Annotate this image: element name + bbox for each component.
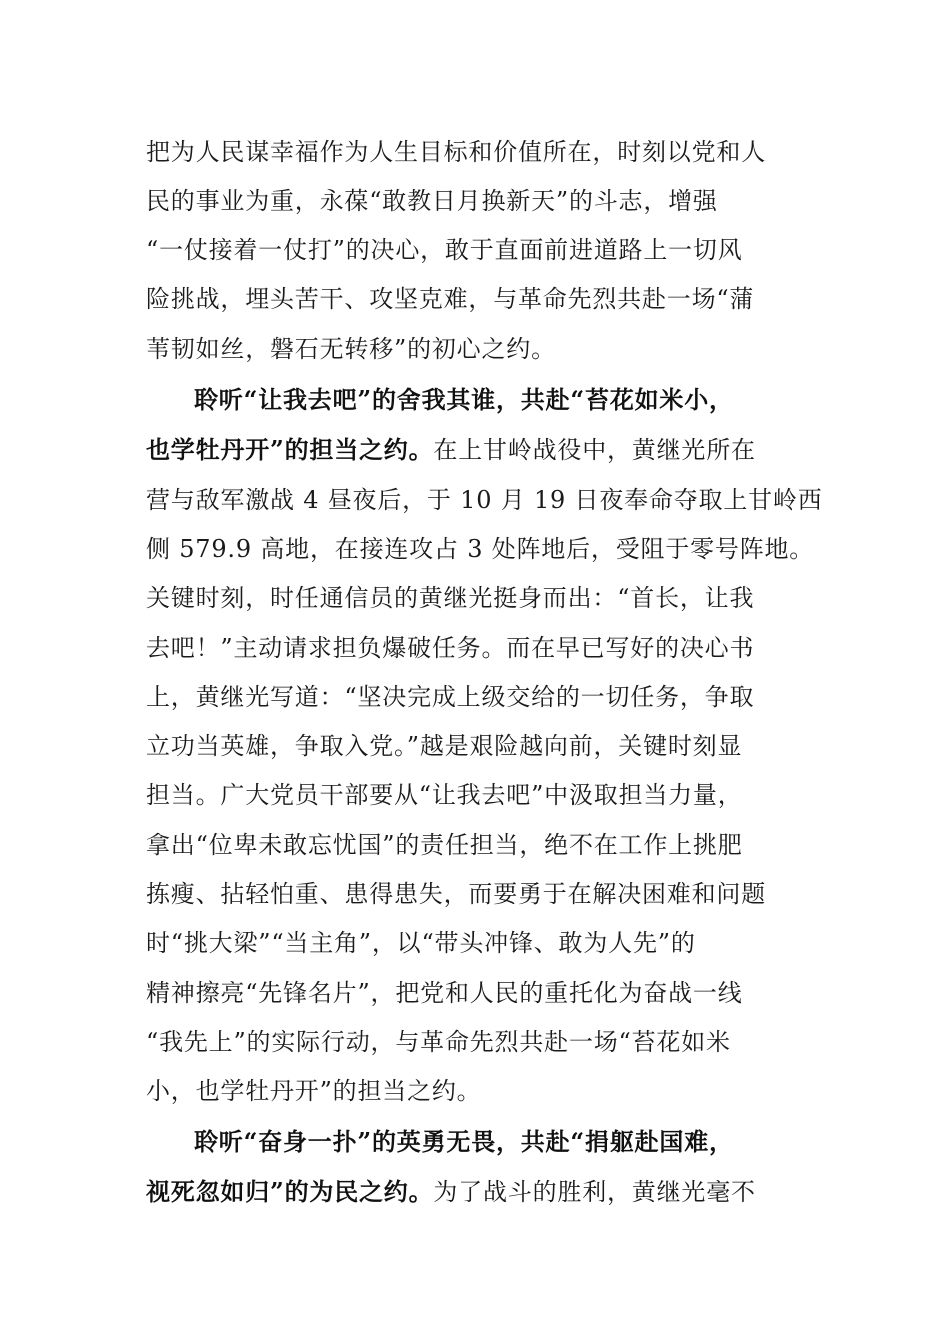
paragraph-2-line-11: 拣瘦、拈轻怕重、患得患失，而要勇于在解决困难和问题 bbox=[146, 880, 766, 908]
paragraph-2-line-13: 精神擦亮“先锋名片”，把党和人民的重托化为奋战一线 bbox=[146, 979, 743, 1007]
paragraph-3-line-2-text: 为了战斗的胜利，黄继光毫不 bbox=[433, 1178, 756, 1206]
paragraph-2-line-12: 时“挑大梁”“当主角”，以“带头冲锋、敢为人先”的 bbox=[146, 929, 696, 957]
paragraph-2-line-7: 上，黄继光写道：“坚决完成上级交给的一切任务，争取 bbox=[146, 683, 755, 711]
paragraph-3-heading-line-2: 视死忽如归”的为民之约。 bbox=[146, 1177, 434, 1206]
paragraph-2-line-10: 拿出“位卑未敢忘忧国”的责任担当，绝不在工作上挑肥 bbox=[146, 831, 743, 859]
paragraph-2-line-6: 去吧！”主动请求担负爆破任务。而在早已写好的决心书 bbox=[146, 634, 755, 662]
paragraph-2-line-5: 关键时刻，时任通信员的黄继光挺身而出：“首长，让我 bbox=[146, 584, 755, 612]
paragraph-2-heading-line-2: 也学牡丹开”的担当之约。 bbox=[146, 435, 434, 464]
paragraph-1-line-3: “一仗接着一仗打”的决心，敢于直面前进道路上一切风 bbox=[146, 236, 743, 264]
paragraph-2-line-2 bbox=[146, 435, 806, 465]
paragraph-2-line-8: 立功当英雄，争取入党。”越是艰险越向前，关键时刻显 bbox=[146, 732, 743, 760]
paragraph-2-line-15: 小，也学牡丹开”的担当之约。 bbox=[146, 1077, 482, 1105]
paragraph-2-line-3: 营与敌军激战 4 昼夜后，于 10 月 19 日夜奉命夺取上甘岭西 bbox=[146, 486, 823, 514]
paragraph-1-line-1: 把为人民谋幸福作为人生目标和价值所在，时刻以党和人 bbox=[146, 138, 766, 166]
paragraph-3-line-2 bbox=[146, 1177, 806, 1207]
paragraph-2-heading-line-1: 聆听“让我去吧”的舍我其谁，共赴“苔花如米小， bbox=[194, 385, 734, 414]
paragraph-2-line-9: 担当。广大党员干部要从“让我去吧”中汲取担当力量， bbox=[146, 781, 743, 809]
paragraph-2-line-4: 侧 579.9 高地，在接连攻占 3 处阵地后，受阻于零号阵地。 bbox=[146, 535, 815, 563]
paragraph-1-line-5: 苇韧如丝，磐石无转移”的初心之约。 bbox=[146, 335, 556, 363]
paragraph-3-heading-line-1: 聆听“奋身一扑”的英勇无畏，共赴“捐躯赴国难， bbox=[194, 1127, 734, 1156]
paragraph-1-line-2: 民的事业为重，永葆“敢教日月换新天”的斗志，增强 bbox=[146, 187, 718, 215]
paragraph-1-line-4: 险挑战，埋头苦干、攻坚克难，与革命先烈共赴一场“蒲 bbox=[146, 285, 755, 313]
paragraph-2-line-14: “我先上”的实际行动，与革命先烈共赴一场“苔花如米 bbox=[146, 1028, 731, 1056]
paragraph-2-line-2-text: 在上甘岭战役中，黄继光所在 bbox=[433, 436, 756, 464]
